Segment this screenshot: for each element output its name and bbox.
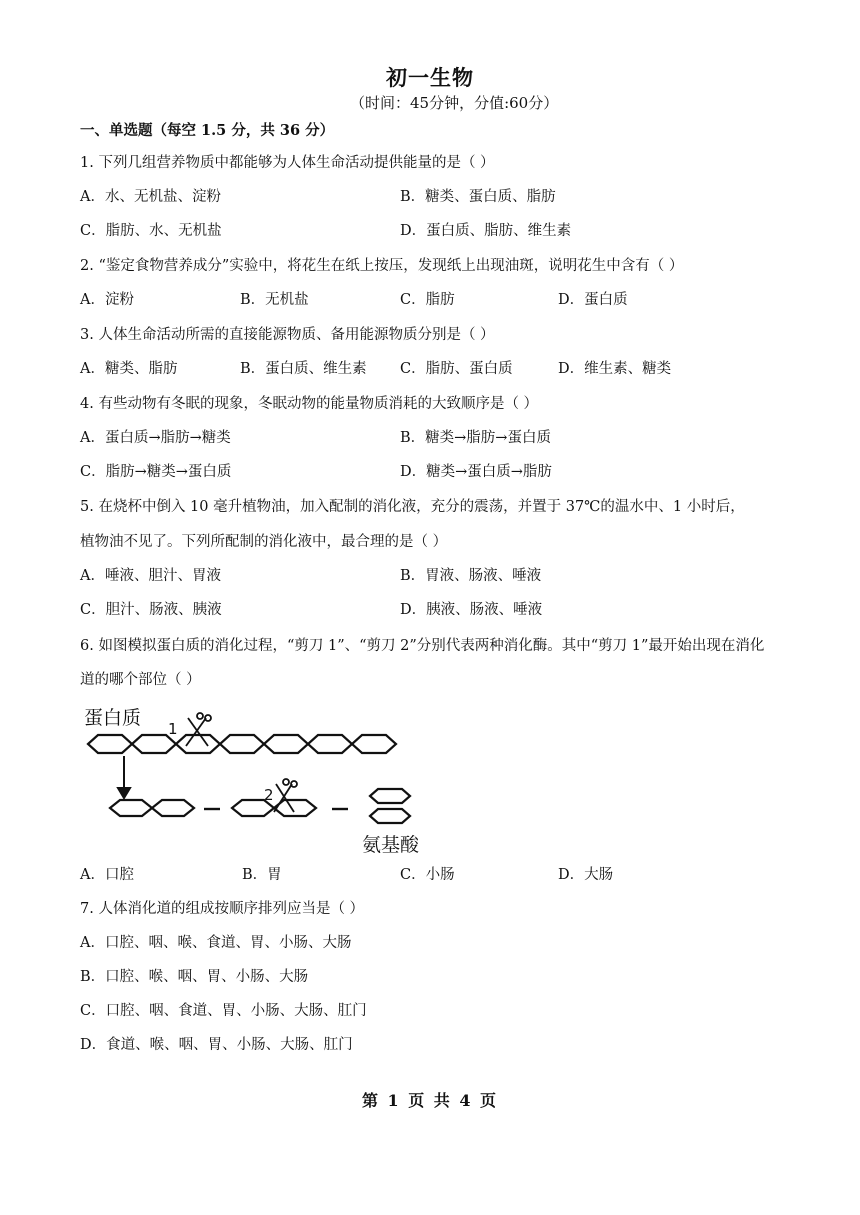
question-stem: 6. 如图模拟蛋白质的消化过程，“剪刀 1”、“剪刀 2”分别代表两种消化酶。其中“剪刀 1”最开始出现在消化 (80, 638, 765, 654)
page-title: 初一生物 (386, 65, 474, 90)
option: B．蛋白质、维生素 (240, 361, 367, 377)
option: B．糖类、蛋白质、脂肪 (400, 189, 556, 205)
protein-chain (88, 735, 396, 753)
exam-info: （时间：45分钟，分值:60分） (350, 94, 559, 112)
question-stem-continued: 植物油不见了。下列所配制的消化液中，最合理的是（ ） (80, 534, 448, 550)
option: A．唾液、胆汁、胃液 (80, 568, 221, 584)
option: B．胃液、肠液、唾液 (400, 568, 542, 584)
figure-label-protein: 蛋白质 (84, 707, 142, 729)
option: B．胃 (242, 867, 282, 883)
option: A．淀粉 (80, 292, 134, 308)
option: C．脂肪 (400, 292, 455, 308)
option: D．糖类→蛋白质→脂肪 (400, 464, 552, 480)
option: A．糖类、脂肪 (80, 361, 178, 377)
option: D．食道、喉、咽、胃、小肠、大肠、肛门 (80, 1037, 353, 1053)
scissors-1-label: 1 (168, 720, 178, 738)
question-stem-continued: 道的哪个部位（ ） (80, 672, 201, 688)
option: D．胰液、肠液、唾液 (400, 602, 543, 618)
option: A．蛋白质→脂肪→糖类 (80, 430, 231, 446)
option: C．脂肪、水、无机盐 (80, 223, 222, 239)
protein-digestion-figure (80, 700, 440, 860)
scissors-2-label: 2 (264, 786, 274, 804)
option: B．糖类→脂肪→蛋白质 (400, 430, 551, 446)
option: C．小肠 (400, 867, 455, 883)
option: C．脂肪、蛋白质 (400, 361, 513, 377)
option: C．脂肪→糖类→蛋白质 (80, 464, 232, 480)
page-number: 第 1 页 共 4 页 (361, 1091, 499, 1110)
scissors-icon (274, 779, 297, 812)
scissors-icon (186, 713, 211, 746)
question-stem: 3. 人体生命活动所需的直接能源物质、备用能源物质分别是（ ） (80, 327, 495, 343)
arrow-down-icon (118, 756, 130, 798)
question-stem: 4. 有些动物有冬眠的现象，冬眠动物的能量物质消耗的大致顺序是（ ） (80, 396, 539, 412)
question-stem: 7. 人体消化道的组成按顺序排列应当是（ ） (80, 901, 365, 917)
option: A．水、无机盐、淀粉 (80, 189, 221, 205)
option: B．口腔、喉、咽、胃、小肠、大肠 (80, 969, 309, 985)
option: D．蛋白质 (558, 292, 628, 308)
question-stem: 2. “鉴定食物营养成分”实验中，将花生在纸上按压，发现纸上出现油斑，说明花生中含有（ ） (80, 258, 684, 274)
option: A．口腔 (80, 867, 134, 883)
option: D．蛋白质、脂肪、维生素 (400, 223, 572, 239)
section-heading: 一、单选题（每空 1.5 分，共 36 分） (80, 122, 335, 139)
option: D．大肠 (558, 867, 614, 883)
option: B．无机盐 (240, 292, 309, 308)
question-stem: 5. 在烧杯中倒入 10 毫升植物油，加入配制的消化液，充分的震荡，并置于 37℃的温水中、1 小时后， (80, 499, 745, 515)
question-stem: 1. 下列几组营养物质中都能够为人体生命活动提供能量的是（ ） (80, 155, 495, 171)
option: D．维生素、糖类 (558, 361, 672, 377)
option: A．口腔、咽、喉、食道、胃、小肠、大肠 (80, 935, 352, 951)
figure-label-amino-acid: 氨基酸 (362, 834, 420, 856)
option: C．口腔、咽、食道、胃、小肠、大肠、肛门 (80, 1003, 367, 1019)
option: C．胆汁、肠液、胰液 (80, 602, 222, 618)
peptide-fragments (110, 789, 410, 823)
